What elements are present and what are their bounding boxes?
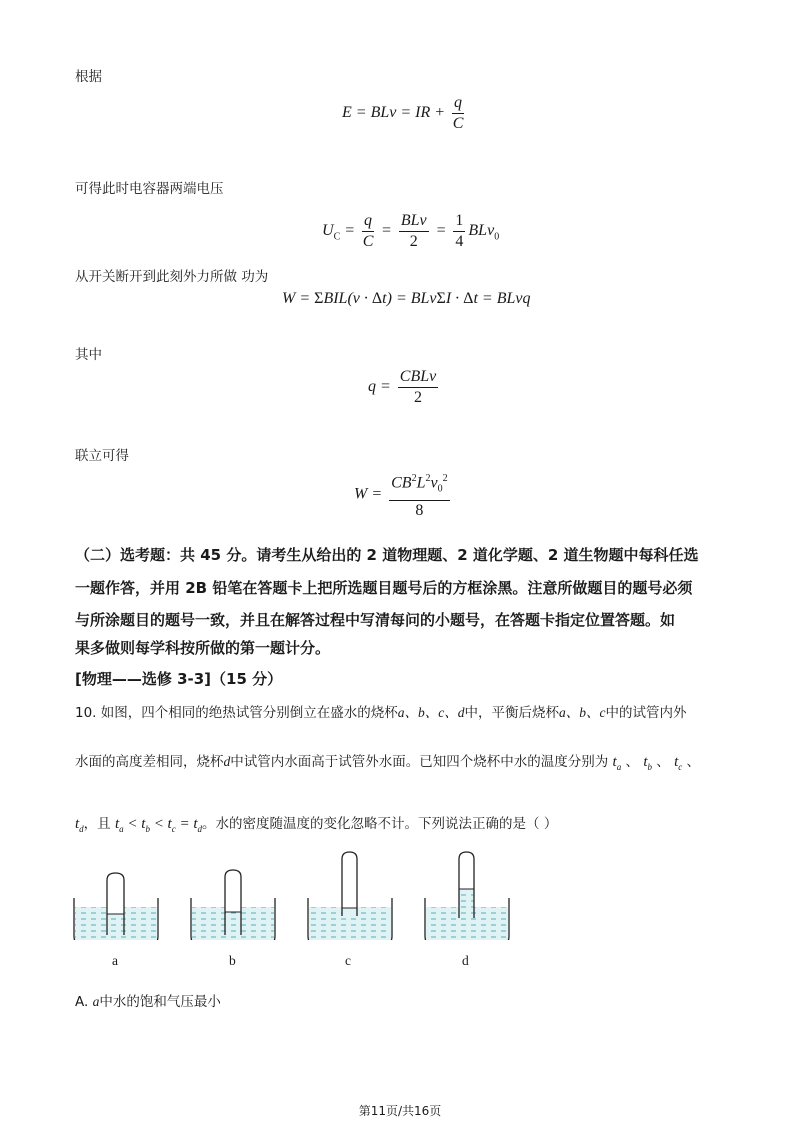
question-line1: 10. 如图，四个相同的绝热试管分别倒立在盛水的烧杯a、b、c、d中，平衡后烧杯a、b、c中的试管内外	[75, 705, 687, 721]
section-instructions-line3: 与所涂题目的题号一致，并且在解答过程中写清每问的小题号，在答题卡指定位置答题。如	[75, 611, 676, 629]
equation-capacitor-voltage: $U_C$ = $\frac{q}{C}$ = $\frac{\text{BLv}}{2}$ = $\frac{1}{4}$ BLv$_0$	[322, 212, 500, 250]
section-instructions-line4: 果多做则每学科按所做的第一题计分。	[75, 639, 331, 657]
option-a: A. a中水的饱和气压最小	[75, 994, 221, 1010]
beaker-label-b: b	[229, 953, 236, 968]
beaker-label-c: c	[345, 953, 351, 968]
question-line2: 水面的高度差相同，烧杯d中试管内水面高于试管外水面。已知四个烧杯中水的温度分别为 $t_a$ 、 $t_b$ 、 $t_c$ 、	[75, 754, 701, 772]
beakers-figure	[0, 850, 800, 940]
beaker-label-d: d	[462, 953, 469, 968]
question-line3: $t_d$，且 $t_a < t_b < t_c = t_d$。水的密度随温度的变化忽略不计。下列说法正确的是（ ）	[75, 816, 558, 834]
equation-charge: q = $\frac{\text{CBLv}}{2}$	[368, 368, 437, 406]
text-genju: 根据	[75, 69, 102, 85]
section-instructions-line2: 一题作答，并用 2B 铅笔在答题卡上把所选题目题号后的方框涂黑。注意所做题目的题号必须	[75, 579, 693, 597]
text-lianli: 联立可得	[75, 448, 129, 464]
beaker-b	[191, 870, 275, 940]
beaker-d	[425, 852, 509, 940]
equation-work: W = ΣBIL(v · Δt) = BLvΣI · Δt = BLvq	[282, 290, 531, 307]
beaker-label-a: a	[112, 953, 118, 968]
text-qizhong: 其中	[75, 347, 102, 363]
text-cong: 从开关断开到此刻外力所做 功为	[75, 269, 269, 285]
beaker-a	[74, 873, 158, 940]
page-number: 第11页/共16页	[358, 1104, 442, 1118]
text-kede: 可得此时电容器两端电压	[75, 181, 224, 197]
equation-result: W = $\frac{CB^2L^2v_0^2}{8}$	[354, 470, 453, 520]
equation-emf: E = BLv = IR + $\frac{q}{C}$	[342, 94, 464, 132]
section-subtitle: [物理——选修 3-3]（15 分）	[75, 670, 283, 688]
beaker-c	[308, 852, 392, 940]
section-instructions-line1: （二）选考题：共 45 分。请考生从给出的 2 道物理题、2 道化学题、2 道生物题中每科任选	[75, 546, 699, 564]
